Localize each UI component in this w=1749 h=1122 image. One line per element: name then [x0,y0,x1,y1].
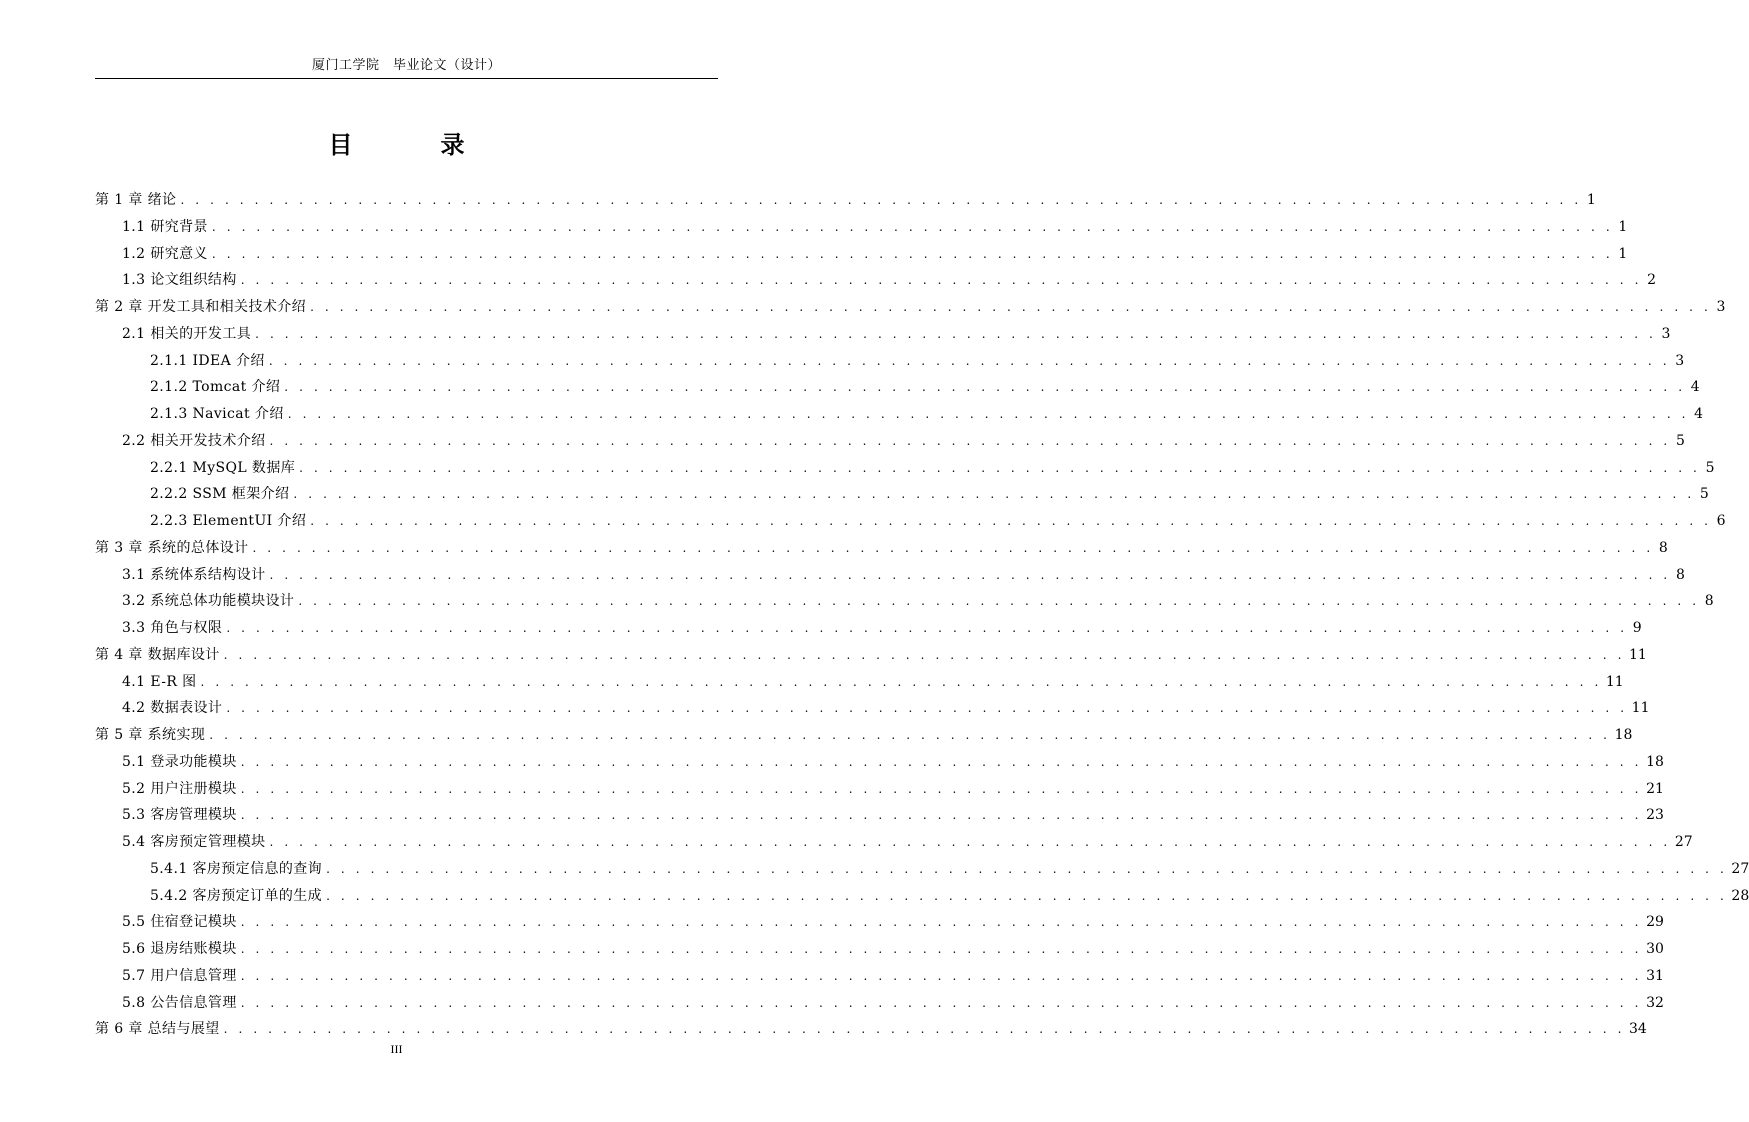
dot-leader: . . . . . . . . . . . . . . . . . . . . . . . . . . . . . . . . . . . . . . . . . . . . . . . . . . . . . . . . . . . . . . . . . . . . . . . . . . . . . . . . . . . . . . . . . . . . . . . [240,942,1643,956]
toc-entry-page: 4 [1694,406,1704,422]
toc-entry-page: 11 [1605,673,1624,690]
toc-entry-title: 2.1.2 Tomcat 介绍 [150,379,281,396]
toc-entry[interactable] [95,669,1624,696]
dot-leader: . . . . . . . . . . . . . . . . . . . . . . . . . . . . . . . . . . . . . . . . . . . . . . . . . . . . . . . . . . . . . . . . . . . . . . . . . . . . . . . . . . . . . . . . . . . . . . . [240,915,1643,930]
page-header: 厦门工学院 毕业论文（设计） [311,58,501,73]
toc-entry[interactable] [95,374,1700,401]
toc-entry-page: 6 [1716,513,1726,529]
toc-entry-title: 5.4 客房预定管理模块 [122,834,266,850]
toc-entry-page: 27 [1674,834,1693,850]
toc-entry[interactable] [95,990,1664,1017]
toc-entry[interactable] [95,348,1685,375]
dot-leader: . . . . . . . . . . . . . . . . . . . . . . . . . . . . . . . . . . . . . . . . . . . . . . . . . . . . . . . . . . . . . . . . . . . . . . . . . . . . . . . . . . . . . . . . . . . . . . . [269,835,1671,849]
dot-leader: . . . . . . . . . . . . . . . . . . . . . . . . . . . . . . . . . . . . . . . . . . . . . . . . . . . . . . . . . . . . . . . . . . . . . . . . . . . . . . . . . . . . . . . . . . . . . . . [287,407,1690,421]
toc-entry-page: 3 [1675,352,1685,369]
dot-leader: . . . . . . . . . . . . . . . . . . . . . . . . . . . . . . . . . . . . . . . . . . . . . . . . . . . . . . . . . . . . . . . . . . . . . . . . . . . . . . . . . . . . . . . . . . . . . . . [269,567,1671,582]
dot-leader: . . . . . . . . . . . . . . . . . . . . . . . . . . . . . . . . . . . . . . . . . . . . . . . . . . . . . . . . . . . . . . . . . . . . . . . . . . . . . . . . . . . . . . . . . . . . . . . [180,193,1582,207]
toc-entry-page: 3 [1661,325,1671,342]
toc-entry[interactable] [95,695,1650,722]
dot-leader: . . . . . . . . . . . . . . . . . . . . . . . . . . . . . . . . . . . . . . . . . . . . . . . . . . . . . . . . . . . . . . . . . . . . . . . . . . . . . . . . . . . . . . . . . . . . . . . [240,968,1643,983]
toc-entry-page: 28 [1731,887,1749,904]
toc-entry-title: 2.2.3 ElementUI 介绍 [150,513,307,529]
toc-entry-page: 1 [1618,245,1628,262]
dot-leader: . . . . . . . . . . . . . . . . . . . . . . . . . . . . . . . . . . . . . . . . . . . . . . . . . . . . . . . . . . . . . . . . . . . . . . . . . . . . . . . . . . . . . . . . . . . . . . . [211,246,1614,261]
toc-entry[interactable] [95,401,1704,428]
toc-entry[interactable] [95,829,1693,856]
toc-entry-title: 第 3 章 系统的总体设计 [95,539,249,556]
toc-entry-page: 30 [1646,941,1664,957]
toc-entry[interactable] [95,749,1664,776]
toc-entry[interactable] [95,588,1714,615]
toc-entry-title: 3.2 系统总体功能模块设计 [122,593,295,610]
toc-entry[interactable] [95,481,1709,508]
toc-entry-page: 23 [1646,807,1664,824]
dot-leader: . . . . . . . . . . . . . . . . . . . . . . . . . . . . . . . . . . . . . . . . . . . . . . . . . . . . . . . . . . . . . . . . . . . . . . . . . . . . . . . . . . . . . . . . . . . . . . . [310,300,1712,314]
toc-entry[interactable] [95,241,1628,268]
toc-entry[interactable] [95,776,1664,803]
toc-entry-title: 5.3 客房管理模块 [122,807,237,824]
toc-entry-page: 34 [1629,1021,1647,1038]
toc-entry-page: 11 [1629,646,1647,663]
dot-leader: . . . . . . . . . . . . . . . . . . . . . . . . . . . . . . . . . . . . . . . . . . . . . . . . . . . . . . . . . . . . . . . . . . . . . . . . . . . . . . . . . . . . . . . . . . . . . . . [240,273,1643,288]
toc-entry[interactable] [95,187,1596,214]
dot-leader: . . . . . . . . . . . . . . . . . . . . . . . . . . . . . . . . . . . . . . . . . . . . . . . . . . . . . . . . . . . . . . . . . . . . . . . . . . . . . . . . . . . . . . . . . . . . . . . [326,861,1728,876]
toc-entry-title: 3.1 系统体系结构设计 [122,566,266,583]
toc-entry[interactable] [95,428,1685,455]
toc-entry-page: 18 [1614,727,1633,743]
toc-entry-title: 4.2 数据表设计 [122,700,223,717]
dot-leader: . . . . . . . . . . . . . . . . . . . . . . . . . . . . . . . . . . . . . . . . . . . . . . . . . . . . . . . . . . . . . . . . . . . . . . . . . . . . . . . . . . . . . . . . . . . . . . . [240,808,1643,823]
toc-entry-title: 1.1 研究背景 [122,218,208,235]
toc-entry[interactable] [95,1016,1647,1043]
toc-entry-title: 第 6 章 总结与展望 [95,1021,220,1038]
dot-leader: . . . . . . . . . . . . . . . . . . . . . . . . . . . . . . . . . . . . . . . . . . . . . . . . . . . . . . . . . . . . . . . . . . . . . . . . . . . . . . . . . . . . . . . . . . . . . . . [326,888,1728,903]
dot-leader: . . . . . . . . . . . . . . . . . . . . . . . . . . . . . . . . . . . . . . . . . . . . . . . . . . . . . . . . . . . . . . . . . . . . . . . . . . . . . . . . . . . . . . . . . . . . . . . [268,353,1671,368]
dot-leader: . . . . . . . . . . . . . . . . . . . . . . . . . . . . . . . . . . . . . . . . . . . . . . . . . . . . . . . . . . . . . . . . . . . . . . . . . . . . . . . . . . . . . . . . . . . . . . . [298,594,1700,609]
toc-entry-page: 8 [1658,539,1668,556]
toc-entry-page: 29 [1646,914,1664,931]
dot-leader: . . . . . . . . . . . . . . . . . . . . . . . . . . . . . . . . . . . . . . . . . . . . . . . . . . . . . . . . . . . . . . . . . . . . . . . . . . . . . . . . . . . . . . . . . . . . . . . [299,460,1701,475]
toc-entry-title: 5.6 退房结账模块 [122,941,237,957]
toc-entry-page: 32 [1646,994,1664,1011]
dot-leader: . . . . . . . . . . . . . . . . . . . . . . . . . . . . . . . . . . . . . . . . . . . . . . . . . . . . . . . . . . . . . . . . . . . . . . . . . . . . . . . . . . . . . . . . . . . . . . . [226,701,1628,716]
toc-entry-title: 第 4 章 数据库设计 [95,646,220,663]
header-rule [95,78,718,79]
toc-entry-title: 第 1 章 绪论 [95,192,177,208]
toc-entry-page: 1 [1618,218,1628,235]
toc-entry-title: 2.1.3 Navicat 介绍 [150,406,284,422]
toc-entry-title: 5.1 登录功能模块 [122,753,237,770]
dot-leader: . . . . . . . . . . . . . . . . . . . . . . . . . . . . . . . . . . . . . . . . . . . . . . . . . . . . . . . . . . . . . . . . . . . . . . . . . . . . . . . . . . . . . . . . . . . . . . . [200,674,1602,689]
toc-entry-page: 18 [1646,753,1664,770]
toc-entry[interactable] [95,455,1715,482]
toc-entry[interactable] [95,294,1726,321]
toc-entry-page: 8 [1675,566,1685,583]
dot-leader: . . . . . . . . . . . . . . . . . . . . . . . . . . . . . . . . . . . . . . . . . . . . . . . . . . . . . . . . . . . . . . . . . . . . . . . . . . . . . . . . . . . . . . . . . . . . . . . [223,1022,1626,1037]
toc-entry-title: 2.1 相关的开发工具 [122,325,252,342]
toc-entry-title: 3.3 角色与权限 [122,620,223,636]
toc-entry-page: 1 [1586,192,1596,208]
toc-entry-title: 5.8 公告信息管理 [122,994,237,1011]
toc-entry-page: 8 [1704,593,1714,610]
toc-entry-page: 27 [1731,860,1749,877]
toc-entry-title: 1.3 论文组织结构 [122,272,237,289]
toc-entry-title: 4.1 E-R 图 [122,673,197,690]
toc-entry[interactable] [95,722,1633,749]
toc-entry-title: 2.2.2 SSM 框架介绍 [150,486,290,503]
page-number: III [390,1042,403,1056]
dot-leader: . . . . . . . . . . . . . . . . . . . . . . . . . . . . . . . . . . . . . . . . . . . . . . . . . . . . . . . . . . . . . . . . . . . . . . . . . . . . . . . . . . . . . . . . . . . . . . . [255,326,1657,341]
toc-entry-page: 31 [1646,967,1664,984]
toc-entry-title: 5.4.1 客房预定信息的查询 [150,860,323,877]
dot-leader: . . . . . . . . . . . . . . . . . . . . . . . . . . . . . . . . . . . . . . . . . . . . . . . . . . . . . . . . . . . . . . . . . . . . . . . . . . . . . . . . . . . . . . . . . . . . . . . [240,754,1643,769]
toc-entry[interactable] [95,936,1664,963]
toc-entry[interactable] [95,562,1685,589]
toc-entry-title: 5.5 住宿登记模块 [122,914,237,931]
toc-entry-page: 9 [1632,620,1642,636]
toc-entry-page: 4 [1690,379,1700,396]
dot-leader: . . . . . . . . . . . . . . . . . . . . . . . . . . . . . . . . . . . . . . . . . . . . . . . . . . . . . . . . . . . . . . . . . . . . . . . . . . . . . . . . . . . . . . . . . . . . . . . [209,728,1611,742]
toc-entry-page: 5 [1699,486,1709,503]
dot-leader: . . . . . . . . . . . . . . . . . . . . . . . . . . . . . . . . . . . . . . . . . . . . . . . . . . . . . . . . . . . . . . . . . . . . . . . . . . . . . . . . . . . . . . . . . . . . . . . [293,487,1695,502]
dot-leader: . . . . . . . . . . . . . . . . . . . . . . . . . . . . . . . . . . . . . . . . . . . . . . . . . . . . . . . . . . . . . . . . . . . . . . . . . . . . . . . . . . . . . . . . . . . . . . . [240,995,1643,1010]
table-of-contents [95,187,1749,1043]
toc-entry-page: 5 [1705,459,1715,476]
dot-leader: . . . . . . . . . . . . . . . . . . . . . . . . . . . . . . . . . . . . . . . . . . . . . . . . . . . . . . . . . . . . . . . . . . . . . . . . . . . . . . . . . . . . . . . . . . . . . . . [223,647,1626,662]
toc-entry[interactable] [95,508,1726,535]
toc-entry[interactable] [95,267,1657,294]
toc-entry-title: 5.4.2 客房预定订单的生成 [150,887,323,904]
toc-entry-title: 5.7 用户信息管理 [122,967,237,984]
toc-entry-title: 1.2 研究意义 [122,245,208,262]
toc-entry-title: 5.2 用户注册模块 [122,780,237,797]
dot-leader: . . . . . . . . . . . . . . . . . . . . . . . . . . . . . . . . . . . . . . . . . . . . . . . . . . . . . . . . . . . . . . . . . . . . . . . . . . . . . . . . . . . . . . . . . . . . . . . [226,621,1628,635]
toc-entry-page: 11 [1631,700,1650,717]
toc-entry-title: 2.2.1 MySQL 数据库 [150,459,296,476]
toc-entry[interactable] [95,615,1642,642]
toc-entry-page: 2 [1647,272,1657,289]
toc-entry[interactable] [95,883,1749,910]
toc-entry[interactable] [95,909,1664,936]
toc-entry[interactable] [95,321,1671,348]
toc-entry-title: 第 5 章 系统实现 [95,727,206,743]
toc-entry-page: 3 [1716,299,1726,315]
toc-entry-title: 第 2 章 开发工具和相关技术介绍 [95,299,307,315]
dot-leader: . . . . . . . . . . . . . . . . . . . . . . . . . . . . . . . . . . . . . . . . . . . . . . . . . . . . . . . . . . . . . . . . . . . . . . . . . . . . . . . . . . . . . . . . . . . . . . . [310,514,1712,528]
dot-leader: . . . . . . . . . . . . . . . . . . . . . . . . . . . . . . . . . . . . . . . . . . . . . . . . . . . . . . . . . . . . . . . . . . . . . . . . . . . . . . . . . . . . . . . . . . . . . . . [252,540,1654,555]
toc-entry-page: 5 [1675,432,1685,449]
dot-leader: . . . . . . . . . . . . . . . . . . . . . . . . . . . . . . . . . . . . . . . . . . . . . . . . . . . . . . . . . . . . . . . . . . . . . . . . . . . . . . . . . . . . . . . . . . . . . . . [269,433,1671,448]
toc-entry-page: 21 [1646,780,1664,797]
toc-entry-title: 2.2 相关开发技术介绍 [122,432,266,449]
toc-entry[interactable] [95,856,1749,883]
toc-entry[interactable] [95,963,1664,990]
toc-entry[interactable] [95,535,1668,562]
dot-leader: . . . . . . . . . . . . . . . . . . . . . . . . . . . . . . . . . . . . . . . . . . . . . . . . . . . . . . . . . . . . . . . . . . . . . . . . . . . . . . . . . . . . . . . . . . . . . . . [240,781,1643,796]
toc-entry[interactable] [95,642,1647,669]
dot-leader: . . . . . . . . . . . . . . . . . . . . . . . . . . . . . . . . . . . . . . . . . . . . . . . . . . . . . . . . . . . . . . . . . . . . . . . . . . . . . . . . . . . . . . . . . . . . . . . [284,380,1686,395]
toc-entry[interactable] [95,802,1664,829]
toc-title: 目 录 [328,131,497,159]
toc-entry-title: 2.1.1 IDEA 介绍 [150,352,265,369]
toc-entry[interactable] [95,214,1628,241]
dot-leader: . . . . . . . . . . . . . . . . . . . . . . . . . . . . . . . . . . . . . . . . . . . . . . . . . . . . . . . . . . . . . . . . . . . . . . . . . . . . . . . . . . . . . . . . . . . . . . . [211,219,1614,234]
